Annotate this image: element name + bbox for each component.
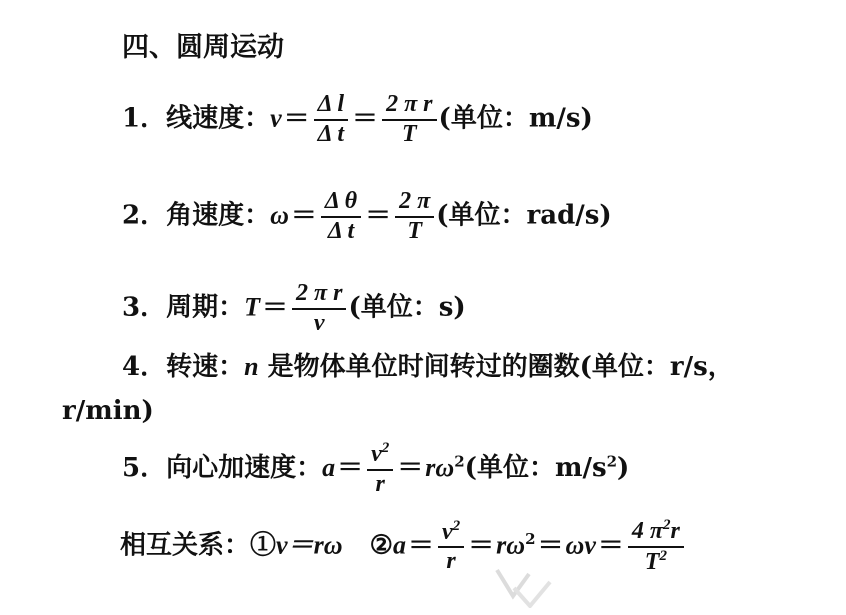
item-label: 1．线速度： bbox=[122, 103, 271, 134]
rotation-speed-continued: r/min) bbox=[62, 396, 154, 426]
fraction: $\frac{v^2}{r}$ bbox=[367, 440, 393, 498]
formula-period: 3．周期：T＝ $\frac{\text{2 π r}}{v}$ (单位：s) bbox=[122, 280, 466, 336]
item-label: 2．角速度： bbox=[122, 200, 271, 231]
item-label: 5．向心加速度： bbox=[122, 453, 323, 484]
var: T bbox=[244, 292, 260, 322]
fraction: $\frac{\text{2 π r}}{T}$ bbox=[382, 91, 436, 148]
var: v bbox=[270, 103, 282, 133]
fraction: $\frac{v^2}{r}$ bbox=[438, 518, 464, 576]
unit: (单位：m/s) bbox=[438, 103, 593, 134]
formula-rotation-speed bbox=[122, 354, 734, 380]
var: ω bbox=[270, 200, 289, 230]
watermark-icon bbox=[512, 578, 552, 608]
var: n bbox=[244, 352, 259, 381]
formula-angular-velocity: 2．角速度：ω＝ $\frac{\text{Δ θ}}{\text{Δ t}}$ ＝ $\frac{2 \pi}{T}$ (单位：rad/s) bbox=[122, 188, 612, 244]
formula-relations: 相互关系：①v＝rω ②a＝ $\frac{v^2}{r}$ $=r\omega^2=\omega v=$ $\frac{4 \pi^2r}{T^2}$ bbox=[120, 517, 686, 576]
fraction: $\frac{\text{Δ l}}{\text{Δ t}}$ bbox=[314, 91, 348, 148]
unit: (单位：s) bbox=[348, 292, 466, 323]
section-title: 四、圆周运动 bbox=[122, 32, 284, 63]
fraction: $\frac{\text{Δ θ}}{\text{Δ t}}$ bbox=[321, 188, 361, 245]
unit: (单位：rad/s) bbox=[436, 200, 612, 231]
description: 是物体单位时间转过的圈数(单位：r/s， bbox=[267, 352, 734, 382]
fraction: $\frac{2 \pi}{T}$ bbox=[395, 188, 434, 245]
var: a bbox=[322, 453, 336, 483]
item-label: 3．周期： bbox=[122, 292, 245, 323]
formula-linear-velocity: 1．线速度：v＝ $\frac{\text{Δ l}}{\text{Δ t}}$ ＝ $\frac{\text{2 π r}}{T}$ (单位：m/s) bbox=[122, 91, 593, 147]
item-label: 4．转速： bbox=[122, 352, 245, 382]
fraction: $\frac{\text{2 π r}}{v}$ bbox=[292, 280, 346, 337]
relation-label: 相互关系： bbox=[120, 530, 251, 561]
fraction: $\frac{4 \pi^2r}{T^2}$ bbox=[628, 517, 684, 576]
formula-centripetal-acceleration: 5．向心加速度：a＝ $\frac{v^2}{r}$ $=r\omega^2$(单位：$m/s^2$) bbox=[122, 440, 630, 497]
